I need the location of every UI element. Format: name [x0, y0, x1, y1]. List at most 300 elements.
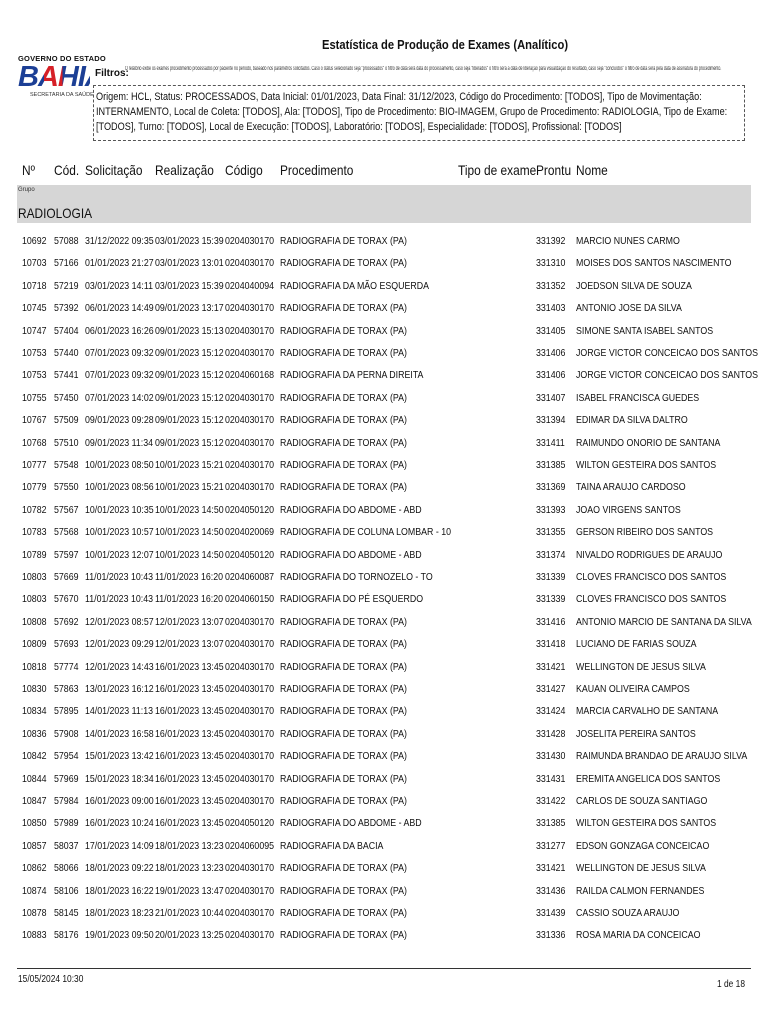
footer-print-date: 15/05/2024 10:30	[18, 974, 84, 985]
table-row	[0, 280, 768, 302]
header-tipo-exame: Tipo de exame	[458, 162, 537, 178]
cell-n: 10745	[22, 302, 47, 315]
cell-solicitacao: 19/01/2023 09:50	[85, 929, 154, 942]
cell-prontu: 331418	[536, 638, 566, 651]
cell-codigo: 0204030170	[225, 324, 275, 337]
cell-realizacao: 18/01/2023 13:23	[155, 862, 224, 875]
table-row	[0, 392, 768, 414]
cell-cod: 57550	[54, 481, 79, 494]
cell-prontu: 331406	[536, 347, 566, 359]
cell-solicitacao: 12/01/2023 08:57	[85, 615, 154, 628]
cell-procedimento: RADIOGRAFIA DE COLUNA LOMBAR - 10	[280, 526, 452, 539]
cell-realizacao: 16/01/2023 13:45	[155, 660, 224, 673]
cell-nome: MOISES DOS SANTOS NASCIMENTO	[576, 257, 732, 270]
cell-procedimento: RADIOGRAFIA DA BACIA	[280, 839, 384, 852]
cell-realizacao: 09/01/2023 15:12	[155, 414, 224, 427]
cell-realizacao: 09/01/2023 15:13	[155, 324, 224, 337]
cell-realizacao: 11/01/2023 16:20	[155, 571, 224, 583]
cell-prontu: 331339	[536, 571, 566, 583]
cell-cod: 57954	[54, 750, 79, 763]
cell-n: 10850	[22, 817, 47, 830]
header-realizacao: Realização	[155, 162, 214, 178]
cell-n: 10692	[22, 235, 47, 247]
table-row	[0, 705, 768, 727]
cell-cod: 58037	[54, 839, 79, 852]
table-row	[0, 549, 768, 571]
cell-n: 10808	[22, 615, 47, 628]
cell-cod: 57693	[54, 638, 79, 651]
cell-n: 10803	[22, 593, 47, 606]
cell-n: 10768	[22, 436, 47, 449]
cell-nome: WILTON GESTEIRA DOS SANTOS	[576, 817, 717, 830]
cell-cod: 58106	[54, 884, 79, 897]
cell-solicitacao: 13/01/2023 16:12	[85, 683, 154, 695]
cell-nome: RAIMUNDA BRANDAO DE ARAUJO SILVA	[576, 750, 748, 763]
cell-procedimento: RADIOGRAFIA DO ABDOME - ABD	[280, 548, 422, 561]
cell-cod: 58145	[54, 907, 79, 919]
cell-realizacao: 10/01/2023 14:50	[155, 526, 224, 539]
cell-realizacao: 16/01/2023 13:45	[155, 772, 224, 785]
bahia-logo	[18, 54, 106, 110]
cell-n: 10818	[22, 660, 47, 673]
cell-realizacao: 16/01/2023 13:45	[155, 817, 224, 830]
table-row	[0, 773, 768, 795]
cell-cod: 57989	[54, 817, 79, 830]
group-label: Grupo	[18, 187, 35, 193]
cell-solicitacao: 14/01/2023 16:58	[85, 727, 154, 740]
cell-realizacao: 16/01/2023 13:45	[155, 705, 224, 718]
cell-procedimento: RADIOGRAFIA DE TORAX (PA)	[280, 660, 407, 673]
cell-nome: KAUAN OLIVEIRA CAMPOS	[576, 683, 690, 695]
cell-codigo: 0204060087	[225, 571, 275, 583]
cell-prontu: 331406	[536, 369, 566, 382]
cell-n: 10755	[22, 391, 47, 404]
cell-procedimento: RADIOGRAFIA DO TORNOZELO - TO	[280, 571, 433, 583]
cell-n: 10844	[22, 772, 47, 785]
header-nome: Nome	[576, 162, 608, 178]
cell-nome: SIMONE SANTA ISABEL SANTOS	[576, 324, 714, 337]
header-prontu: Prontu	[536, 162, 572, 178]
cell-realizacao: 16/01/2023 13:45	[155, 683, 224, 695]
cell-procedimento: RADIOGRAFIA DE TORAX (PA)	[280, 683, 407, 695]
cell-nome: JORGE VICTOR CONCEICAO DOS SANTOS	[576, 347, 758, 359]
cell-nome: JOAO VIRGENS SANTOS	[576, 503, 681, 516]
cell-prontu: 331439	[536, 907, 566, 919]
cell-prontu: 331352	[536, 279, 566, 292]
cell-nome: WILTON GESTEIRA DOS SANTOS	[576, 459, 717, 471]
cell-codigo: 0204030170	[225, 884, 275, 897]
cell-solicitacao: 17/01/2023 14:09	[85, 839, 154, 852]
cell-nome: CLOVES FRANCISCO DOS SANTOS	[576, 593, 727, 606]
cell-procedimento: RADIOGRAFIA DE TORAX (PA)	[280, 705, 407, 718]
cell-codigo: 0204030170	[225, 257, 275, 270]
cell-cod: 57669	[54, 571, 79, 583]
table-row	[0, 571, 768, 593]
cell-codigo: 0204030170	[225, 347, 275, 359]
cell-codigo: 0204050120	[225, 503, 275, 516]
group-name: RADIOLOGIA	[18, 205, 93, 221]
table-row	[0, 862, 768, 884]
footer-divider	[17, 968, 751, 969]
table-row	[0, 593, 768, 615]
cell-nome: CARLOS DE SOUZA SANTIAGO	[576, 795, 708, 807]
cell-nome: MARCIA CARVALHO DE SANTANA	[576, 705, 719, 718]
cell-nome: EREMITA ANGELICA DOS SANTOS	[576, 772, 721, 785]
cell-prontu: 331427	[536, 683, 566, 695]
cell-procedimento: RADIOGRAFIA DA PERNA DIREITA	[280, 369, 424, 382]
cell-procedimento: RADIOGRAFIA DE TORAX (PA)	[280, 795, 407, 807]
header-procedimento: Procedimento	[280, 162, 354, 178]
logo-government-text: GOVERNO DO ESTADO	[18, 54, 106, 63]
cell-solicitacao: 18/01/2023 09:22	[85, 862, 154, 875]
cell-n: 10803	[22, 571, 47, 583]
filters-label: Filtros:	[95, 68, 129, 79]
cell-realizacao: 20/01/2023 13:25	[155, 929, 224, 942]
table-row	[0, 302, 768, 324]
cell-realizacao: 21/01/2023 10:44	[155, 907, 224, 919]
cell-nome: GERSON RIBEIRO DOS SANTOS	[576, 526, 714, 539]
cell-prontu: 331428	[536, 727, 566, 740]
cell-n: 10842	[22, 750, 47, 763]
cell-solicitacao: 10/01/2023 10:35	[85, 503, 154, 516]
table-row	[0, 437, 768, 459]
cell-procedimento: RADIOGRAFIA DA MÃO ESQUERDA	[280, 279, 429, 292]
cell-codigo: 0204060150	[225, 593, 275, 606]
header-cod: Cód.	[54, 162, 80, 178]
cell-procedimento: RADIOGRAFIA DE TORAX (PA)	[280, 862, 407, 875]
cell-cod: 57670	[54, 593, 79, 606]
cell-cod: 57219	[54, 279, 79, 292]
cell-solicitacao: 16/01/2023 10:24	[85, 817, 154, 830]
cell-prontu: 331385	[536, 459, 566, 471]
cell-procedimento: RADIOGRAFIA DE TORAX (PA)	[280, 324, 407, 337]
cell-nome: ANTONIO JOSE DA SILVA	[576, 302, 682, 315]
cell-realizacao: 09/01/2023 15:12	[155, 436, 224, 449]
cell-solicitacao: 06/01/2023 14:49	[85, 302, 154, 315]
cell-prontu: 331392	[536, 235, 566, 247]
cell-solicitacao: 06/01/2023 16:26	[85, 324, 154, 337]
group-band	[17, 185, 751, 223]
cell-cod: 57166	[54, 257, 79, 270]
cell-n: 10783	[22, 526, 47, 539]
cell-codigo: 0204050120	[225, 817, 275, 830]
table-row	[0, 750, 768, 772]
table-header	[0, 158, 768, 184]
cell-nome: EDSON GONZAGA CONCEICAO	[576, 839, 710, 852]
cell-procedimento: RADIOGRAFIA DE TORAX (PA)	[280, 750, 407, 763]
cell-nome: JORGE VICTOR CONCEICAO DOS SANTOS	[576, 369, 758, 382]
table-row	[0, 661, 768, 683]
cell-codigo: 0204020069	[225, 526, 275, 539]
table-row	[0, 616, 768, 638]
cell-codigo: 0204030170	[225, 727, 275, 740]
cell-nome: WELLINGTON DE JESUS SILVA	[576, 862, 706, 875]
cell-procedimento: RADIOGRAFIA DE TORAX (PA)	[280, 391, 407, 404]
cell-realizacao: 09/01/2023 15:12	[155, 391, 224, 404]
cell-codigo: 0204030170	[225, 772, 275, 785]
cell-prontu: 331430	[536, 750, 566, 763]
cell-n: 10862	[22, 862, 47, 875]
cell-n: 10767	[22, 414, 47, 427]
cell-cod: 57510	[54, 436, 79, 449]
table-row	[0, 795, 768, 817]
cell-codigo: 0204030170	[225, 302, 275, 315]
table-row	[0, 817, 768, 839]
cell-prontu: 331336	[536, 929, 566, 942]
cell-prontu: 331385	[536, 817, 566, 830]
cell-solicitacao: 31/12/2022 09:35	[85, 235, 154, 247]
cell-cod: 57450	[54, 391, 79, 404]
cell-cod: 58176	[54, 929, 79, 942]
cell-n: 10847	[22, 795, 47, 807]
table-row	[0, 459, 768, 481]
cell-prontu: 331374	[536, 548, 566, 561]
cell-codigo: 0204030170	[225, 638, 275, 651]
cell-procedimento: RADIOGRAFIA DE TORAX (PA)	[280, 481, 407, 494]
cell-solicitacao: 10/01/2023 08:56	[85, 481, 154, 494]
cell-solicitacao: 07/01/2023 09:32	[85, 369, 154, 382]
cell-codigo: 0204030170	[225, 705, 275, 718]
cell-nome: RAIMUNDO ONORIO DE SANTANA	[576, 436, 721, 449]
cell-codigo: 0204030170	[225, 929, 275, 942]
cell-realizacao: 03/01/2023 13:01	[155, 257, 224, 270]
cell-n: 10703	[22, 257, 47, 270]
cell-prontu: 331411	[536, 436, 565, 449]
cell-nome: WELLINGTON DE JESUS SILVA	[576, 660, 706, 673]
table-row	[0, 728, 768, 750]
cell-nome: TAINA ARAUJO CARDOSO	[576, 481, 686, 494]
cell-cod: 57895	[54, 705, 79, 718]
cell-nome: MARCIO NUNES CARMO	[576, 235, 680, 247]
cell-prontu: 331421	[536, 660, 566, 673]
cell-n: 10747	[22, 324, 47, 337]
cell-codigo: 0204060095	[225, 839, 275, 852]
cell-procedimento: RADIOGRAFIA DE TORAX (PA)	[280, 615, 407, 628]
cell-solicitacao: 14/01/2023 11:13	[85, 705, 154, 718]
cell-solicitacao: 12/01/2023 14:43	[85, 660, 154, 673]
table-row	[0, 325, 768, 347]
cell-nome: ROSA MARIA DA CONCEICAO	[576, 929, 701, 942]
cell-n: 10777	[22, 459, 47, 471]
cell-solicitacao: 10/01/2023 10:57	[85, 526, 154, 539]
cell-prontu: 331424	[536, 705, 566, 718]
cell-nome: CLOVES FRANCISCO DOS SANTOS	[576, 571, 727, 583]
cell-cod: 57404	[54, 324, 79, 337]
cell-solicitacao: 15/01/2023 13:42	[85, 750, 154, 763]
cell-procedimento: RADIOGRAFIA DE TORAX (PA)	[280, 884, 407, 897]
cell-cod: 57509	[54, 414, 79, 427]
cell-n: 10789	[22, 548, 47, 561]
cell-cod: 57969	[54, 772, 79, 785]
cell-procedimento: RADIOGRAFIA DE TORAX (PA)	[280, 235, 407, 247]
logo-wordmark: BAHIA	[18, 61, 105, 93]
cell-prontu: 331369	[536, 481, 566, 494]
cell-nome: ISABEL FRANCISCA GUEDES	[576, 391, 700, 404]
cell-procedimento: RADIOGRAFIA DE TORAX (PA)	[280, 727, 407, 740]
table-row	[0, 369, 768, 391]
cell-solicitacao: 12/01/2023 09:29	[85, 638, 154, 651]
cell-codigo: 0204030170	[225, 414, 275, 427]
cell-n: 10779	[22, 481, 47, 494]
table-row	[0, 257, 768, 279]
cell-procedimento: RADIOGRAFIA DE TORAX (PA)	[280, 302, 407, 315]
cell-procedimento: RADIOGRAFIA DE TORAX (PA)	[280, 436, 407, 449]
cell-cod: 57568	[54, 526, 79, 539]
cell-solicitacao: 09/01/2023 11:34	[85, 436, 154, 449]
cell-realizacao: 16/01/2023 13:45	[155, 795, 224, 807]
cell-nome: LUCIANO DE FARIAS SOUZA	[576, 638, 697, 651]
cell-realizacao: 09/01/2023 15:12	[155, 369, 224, 382]
cell-solicitacao: 07/01/2023 09:32	[85, 347, 154, 359]
table-row	[0, 907, 768, 929]
cell-procedimento: RADIOGRAFIA DE TORAX (PA)	[280, 907, 407, 919]
cell-realizacao: 11/01/2023 16:20	[155, 593, 224, 606]
cell-codigo: 0204030170	[225, 235, 275, 247]
logo-secretaria-text: SECRETARIA DA SAÚDE	[30, 92, 94, 98]
table-row	[0, 347, 768, 369]
cell-n: 10782	[22, 503, 47, 516]
cell-nome: JOEDSON SILVA DE SOUZA	[576, 279, 692, 292]
cell-realizacao: 09/01/2023 13:17	[155, 302, 224, 315]
cell-realizacao: 18/01/2023 13:23	[155, 839, 224, 852]
cell-realizacao: 19/01/2023 13:47	[155, 884, 224, 897]
cell-cod: 57548	[54, 459, 79, 471]
cell-solicitacao: 18/01/2023 18:23	[85, 907, 154, 919]
cell-n: 10718	[22, 279, 47, 292]
cell-procedimento: RADIOGRAFIA DE TORAX (PA)	[280, 257, 407, 270]
cell-realizacao: 09/01/2023 15:12	[155, 347, 224, 359]
cell-cod: 57440	[54, 347, 79, 359]
cell-procedimento: RADIOGRAFIA DE TORAX (PA)	[280, 772, 407, 785]
cell-solicitacao: 07/01/2023 14:02	[85, 391, 154, 404]
cell-n: 10874	[22, 884, 47, 897]
cell-solicitacao: 10/01/2023 08:50	[85, 459, 154, 471]
cell-realizacao: 10/01/2023 14:50	[155, 503, 224, 516]
cell-prontu: 331310	[536, 257, 566, 270]
cell-procedimento: RADIOGRAFIA DO ABDOME - ABD	[280, 503, 422, 516]
cell-nome: EDIMAR DA SILVA DALTRO	[576, 414, 688, 427]
cell-realizacao: 12/01/2023 13:07	[155, 615, 224, 628]
cell-cod: 57597	[54, 548, 79, 561]
cell-procedimento: RADIOGRAFIA DO ABDOME - ABD	[280, 817, 422, 830]
cell-n: 10830	[22, 683, 47, 695]
table-row	[0, 885, 768, 907]
table-row	[0, 526, 768, 548]
report-title: Estatística de Produção de Exames (Analítico)	[322, 37, 569, 52]
cell-cod: 57774	[54, 660, 79, 673]
cell-codigo: 0204030170	[225, 436, 275, 449]
cell-prontu: 331422	[536, 795, 566, 807]
cell-procedimento: RADIOGRAFIA DE TORAX (PA)	[280, 929, 407, 942]
cell-realizacao: 10/01/2023 14:50	[155, 548, 224, 561]
cell-solicitacao: 01/01/2023 21:27	[85, 257, 154, 270]
filters-note: O relatório exibe os exames procedimento processados por paciente no período, baseado nos parâmetros solicitados. Caso o status selecionado seja "processados" o filtro de data será data do processamento, caso seja "liberados" o filtro será a data de liberação para visualização do resultado, caso seja "concluídos" o filtro de data será pela data de assinatura do procedimento.	[125, 66, 722, 72]
cell-prontu: 331339	[536, 593, 566, 606]
cell-codigo: 0204060168	[225, 369, 275, 382]
cell-cod: 57908	[54, 727, 79, 740]
cell-prontu: 331436	[536, 884, 566, 897]
cell-prontu: 331394	[536, 414, 566, 427]
cell-prontu: 331416	[536, 615, 566, 628]
cell-codigo: 0204030170	[225, 907, 275, 919]
cell-n: 10753	[22, 347, 47, 359]
cell-realizacao: 03/01/2023 15:39	[155, 235, 224, 247]
cell-codigo: 0204030170	[225, 795, 275, 807]
cell-cod: 57088	[54, 235, 79, 247]
cell-solicitacao: 18/01/2023 16:22	[85, 884, 154, 897]
cell-cod: 57692	[54, 615, 79, 628]
cell-realizacao: 10/01/2023 15:21	[155, 481, 224, 494]
cell-codigo: 0204040094	[225, 279, 275, 292]
cell-prontu: 331407	[536, 391, 566, 404]
cell-n: 10836	[22, 727, 47, 740]
table-row	[0, 929, 768, 951]
cell-solicitacao: 10/01/2023 12:07	[85, 548, 154, 561]
table-row	[0, 504, 768, 526]
cell-cod: 57984	[54, 795, 79, 807]
cell-n: 10834	[22, 705, 47, 718]
cell-codigo: 0204030170	[225, 660, 275, 673]
cell-nome: NIVALDO RODRIGUES DE ARAUJO	[576, 548, 723, 561]
cell-cod: 57863	[54, 683, 79, 695]
cell-n: 10857	[22, 839, 47, 852]
cell-prontu: 331403	[536, 302, 566, 315]
cell-solicitacao: 11/01/2023 10:43	[85, 571, 154, 583]
header-solicitacao: Solicitação	[85, 162, 143, 178]
table-row	[0, 414, 768, 436]
cell-solicitacao: 16/01/2023 09:00	[85, 795, 154, 807]
table-row	[0, 235, 768, 257]
table-row	[0, 840, 768, 862]
cell-cod: 57567	[54, 503, 79, 516]
cell-n: 10883	[22, 929, 47, 942]
cell-solicitacao: 15/01/2023 18:34	[85, 772, 154, 785]
cell-codigo: 0204030170	[225, 750, 275, 763]
cell-codigo: 0204030170	[225, 459, 275, 471]
table-row	[0, 638, 768, 660]
cell-prontu: 331405	[536, 324, 566, 337]
cell-procedimento: RADIOGRAFIA DO PÉ ESQUERDO	[280, 593, 424, 606]
cell-realizacao: 16/01/2023 13:45	[155, 750, 224, 763]
cell-n: 10809	[22, 638, 47, 651]
cell-prontu: 331431	[536, 772, 566, 785]
cell-n: 10878	[22, 907, 47, 919]
cell-solicitacao: 03/01/2023 14:11	[85, 279, 154, 292]
cell-codigo: 0204030170	[225, 862, 275, 875]
cell-realizacao: 10/01/2023 15:21	[155, 459, 224, 471]
cell-cod: 58066	[54, 862, 79, 875]
cell-codigo: 0204030170	[225, 683, 275, 695]
cell-solicitacao: 09/01/2023 09:28	[85, 414, 154, 427]
cell-n: 10753	[22, 369, 47, 382]
cell-nome: ANTONIO MARCIO DE SANTANA DA SILVA	[576, 615, 752, 628]
cell-nome: RAILDA CALMON FERNANDES	[576, 884, 705, 897]
cell-realizacao: 16/01/2023 13:45	[155, 727, 224, 740]
cell-solicitacao: 11/01/2023 10:43	[85, 593, 154, 606]
cell-procedimento: RADIOGRAFIA DE TORAX (PA)	[280, 638, 407, 651]
cell-prontu: 331393	[536, 503, 566, 516]
cell-nome: JOSELITA PEREIRA SANTOS	[576, 727, 696, 740]
cell-codigo: 0204030170	[225, 391, 275, 404]
cell-cod: 57441	[54, 369, 79, 382]
cell-procedimento: RADIOGRAFIA DE TORAX (PA)	[280, 459, 407, 471]
cell-cod: 57392	[54, 302, 79, 315]
cell-codigo: 0204050120	[225, 548, 275, 561]
footer-page-number: 1 de 18	[717, 979, 746, 990]
cell-realizacao: 03/01/2023 15:39	[155, 279, 224, 292]
header-n: Nº	[22, 162, 35, 178]
cell-prontu: 331355	[536, 526, 566, 539]
